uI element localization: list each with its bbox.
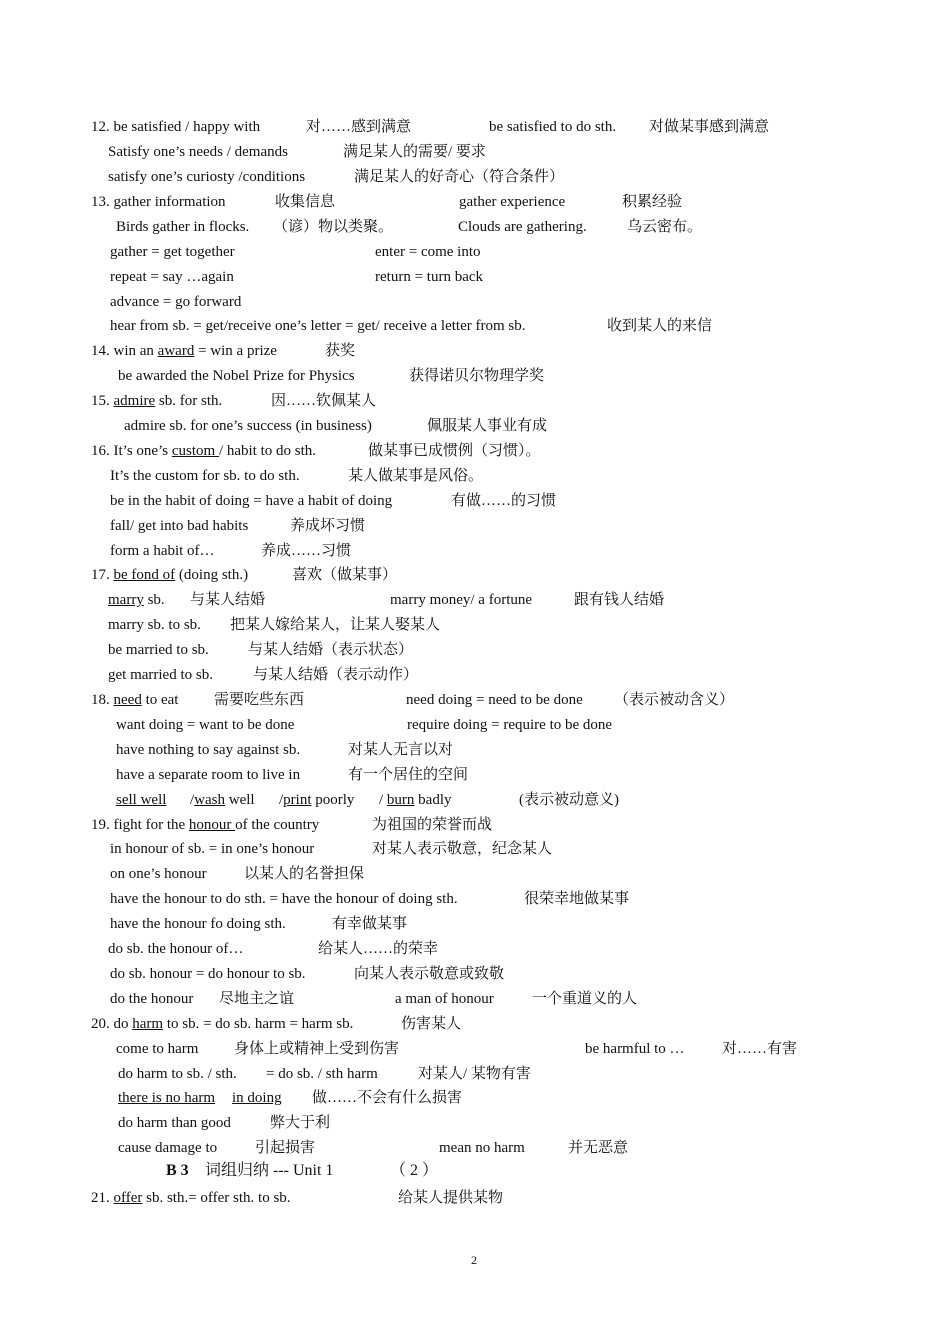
text-line: have the honour fo doing sth. <box>110 916 286 932</box>
text-line: gather experience <box>459 194 566 210</box>
text-line: on one’s honour <box>110 866 207 882</box>
text-line: mean no harm <box>439 1140 525 1156</box>
text-line: 获奖 <box>325 343 356 359</box>
text-line: enter = come into <box>375 244 481 260</box>
text-line: （谚）物以类聚。 <box>273 219 394 235</box>
text-line: 17. be fond of (doing sth.) <box>91 567 249 583</box>
text-line: be satisfied to do sth. <box>489 119 617 135</box>
text-line: 12. be satisfied / happy with <box>91 119 261 135</box>
text-line: 为祖国的荣誉而战 <box>372 817 493 833</box>
text-line: 对……有害 <box>722 1041 798 1057</box>
text-line: sell well <box>116 792 167 808</box>
text-line: 有做……的习惯 <box>451 493 557 509</box>
text-line: be married to sb. <box>108 642 209 658</box>
text-line: be awarded the Nobel Prize for Physics <box>118 368 355 384</box>
text-line: 并无恶意 <box>568 1140 629 1156</box>
text-line: 对某人/ 某物有害 <box>418 1066 531 1082</box>
text-line: gather = get together <box>110 244 235 260</box>
text-line: satisfy one’s curiosty /conditions <box>108 169 306 185</box>
text-line: = do sb. / sth harm <box>266 1066 378 1082</box>
text-line: 对做某事感到满意 <box>649 119 770 135</box>
text-line: 14. win an award = win a prize <box>91 343 277 359</box>
text-line: 收集信息 <box>275 194 336 210</box>
text-line: have the honour to do sth. = have the honour of doing sth. <box>110 891 458 907</box>
text-line: marry sb. to sb. <box>108 617 201 633</box>
text-line: hear from sb. = get/receive one’s letter = get/ receive a letter from sb. <box>110 318 526 334</box>
text-line: 对……感到满意 <box>306 119 412 135</box>
text-line: need doing = need to be done <box>406 692 583 708</box>
text-line: be in the habit of doing = have a habit of doing <box>110 493 393 509</box>
text-line: in doing <box>232 1090 282 1106</box>
text-line: cause damage to <box>118 1140 218 1156</box>
text-line: 以某人的名誉担保 <box>244 866 365 882</box>
text-line: 19. fight for the honour of the country <box>91 817 320 833</box>
text-line: 对某人无言以对 <box>348 742 454 758</box>
text-line: in honour of sb. = in one’s honour <box>110 841 315 857</box>
text-line: 与某人结婚（表示动作） <box>253 667 419 683</box>
text-line: 佩服某人事业有成 <box>427 418 548 434</box>
text-line: 16. It’s one’s custom / habit to do sth. <box>91 443 317 459</box>
text-line: 做……不会有什么损害 <box>312 1090 463 1106</box>
text-line: do harm to sb. / sth. <box>118 1066 237 1082</box>
text-line: 积累经验 <box>622 194 683 210</box>
text-line: want doing = want to be done <box>116 717 295 733</box>
section-heading: （ 2 ） <box>390 1162 439 1179</box>
text-line: marry sb. <box>108 592 165 608</box>
text-line: Birds gather in flocks. <box>116 219 250 235</box>
text-line: 有幸做某事 <box>332 916 408 932</box>
text-line: 15. admire sb. for sth. <box>91 393 223 409</box>
text-line: do the honour <box>110 991 194 1007</box>
text-line: 收到某人的来信 <box>607 318 713 334</box>
text-line: /wash well <box>190 792 255 808</box>
text-line: 给某人……的荣幸 <box>318 941 439 957</box>
text-line: 尽地主之谊 <box>219 991 295 1007</box>
text-line: 乌云密布。 <box>627 219 703 235</box>
text-line: do sb. honour = do honour to sb. <box>110 966 306 982</box>
text-line: 伤害某人 <box>401 1016 462 1032</box>
text-line: 养成……习惯 <box>261 543 352 559</box>
text-line: do harm than good <box>118 1115 231 1131</box>
text-line: 满足某人的好奇心（符合条件） <box>354 169 565 185</box>
text-line: 某人做某事是风俗。 <box>348 468 484 484</box>
text-line: marry money/ a fortune <box>390 592 533 608</box>
text-line: advance = go forward <box>110 294 242 310</box>
text-line: have a separate room to live in <box>116 767 301 783</box>
text-line: 做某事已成惯例（习惯）。 <box>368 443 541 459</box>
text-line: 因……钦佩某人 <box>271 393 377 409</box>
text-line: fall/ get into bad habits <box>110 518 249 534</box>
text-line: come to harm <box>116 1041 199 1057</box>
text-line: Satisfy one’s needs / demands <box>108 144 288 160</box>
text-line: /print poorly <box>279 792 355 808</box>
text-line: 向某人表示敬意或致敬 <box>354 966 505 982</box>
text-line: form a habit of… <box>110 543 215 559</box>
text-line: （表示被动含义） <box>614 692 735 708</box>
text-line: 21. offer sb. sth.= offer sth. to sb. <box>91 1190 291 1206</box>
text-line: do sb. the honour of… <box>108 941 244 957</box>
text-line: 弊大于利 <box>270 1115 331 1131</box>
text-line: a man of honour <box>395 991 494 1007</box>
text-line: It’s the custom for sb. to do sth. <box>110 468 300 484</box>
text-line: 养成坏习惯 <box>290 518 366 534</box>
text-line: return = turn back <box>375 269 484 285</box>
text-line: 获得诺贝尔物理学奖 <box>409 368 545 384</box>
text-line: repeat = say …again <box>110 269 234 285</box>
text-line: 13. gather information <box>91 194 226 210</box>
text-line: 一个重道义的人 <box>532 991 638 1007</box>
page-number: 2 <box>471 1253 477 1267</box>
text-line: there is no harm <box>118 1090 216 1106</box>
text-line: admire sb. for one’s success (in business) <box>124 418 372 434</box>
text-line: require doing = require to be done <box>407 717 613 733</box>
text-line: 喜欢（做某事） <box>292 567 398 583</box>
text-line: 身体上或精神上受到伤害 <box>234 1041 400 1057</box>
text-line: 满足某人的需要/ 要求 <box>343 144 486 160</box>
section-heading: B 3 <box>166 1162 189 1179</box>
text-line: 把某人嫁给某人，让某人娶某人 <box>230 617 441 633</box>
text-line: Clouds are gathering. <box>458 219 587 235</box>
text-line: 很荣幸地做某事 <box>524 891 630 907</box>
text-line: 引起损害 <box>255 1140 316 1156</box>
text-line: 对某人表示敬意，纪念某人 <box>372 841 553 857</box>
text-line: be harmful to … <box>585 1041 685 1057</box>
text-line: get married to sb. <box>108 667 213 683</box>
section-heading: 词组归纳 --- Unit 1 <box>205 1162 334 1179</box>
text-line: have nothing to say against sb. <box>116 742 301 758</box>
text-line: 与某人结婚（表示状态） <box>248 642 414 658</box>
text-line: 与某人结婚 <box>190 592 266 608</box>
text-line: 给某人提供某物 <box>398 1190 504 1206</box>
text-line: 需要吃些东西 <box>214 692 305 708</box>
text-line: (表示被动意义) <box>519 792 619 808</box>
text-line: / burn badly <box>379 792 452 808</box>
text-line: 18. need to eat <box>91 692 179 708</box>
text-line: 有一个居住的空间 <box>348 767 469 783</box>
text-line: 跟有钱人结婚 <box>574 592 665 608</box>
text-line: 20. do harm to sb. = do sb. harm = harm sb. <box>91 1016 354 1032</box>
